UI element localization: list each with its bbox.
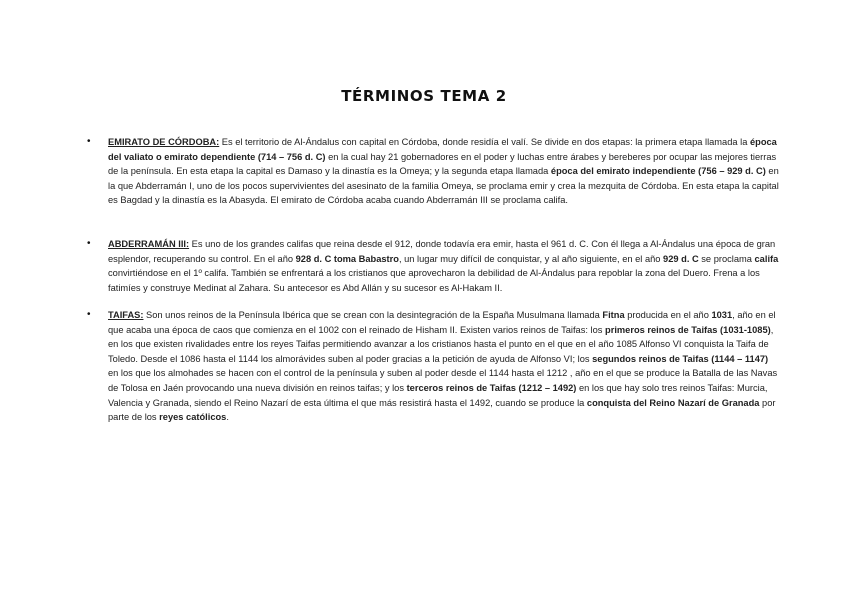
text-run: en los que los almohades se hacen con el control de la península y suben al poder desde el 1144 hasta el 1212 , año en el que se produce la Batalla de las Navas de Tolosa en Jaén provocando una nueva división en reinos taifas; y los [108,368,778,393]
bold-phrase: terceros reinos de Taifas (1212 – 1492) [406,382,577,393]
term-heading: TAIFAS: [108,310,144,320]
text-run: , un lugar muy difícil de conquistar, y al año siguiente, en el año [398,253,664,264]
text-run: se proclama [698,253,755,264]
bold-phrase: segundos reinos de Taifas (1144 – 1147) [592,353,769,364]
bold-phrase: primeros reinos de Taifas (1031-1085) [605,324,771,335]
text-run: en los que hay solo tres reinos Taifas: Murcia, Valencia y Granada, siendo el Reino Nazarí de esta última el que más resistirá hasta el 1492, cuando se produce la [108,382,768,408]
item-text [108,239,778,293]
term-heading: EMIRATO DE CÓRDOBA: [108,137,220,147]
text-run: convirtiéndose en el 1º califa. También se enfrentará a los cristianos que aprovecharon la debilidad de Al-Ándalus para repoblar la zona del Duero. Frena a los fatimíes y construye Medinat al Zahara. Su antecesor es Abd Allán y su sucesor es Al-Hakam II. [108,268,760,293]
bullet-icon: • [87,238,91,249]
text-run: Es el territorio de Al-Ándalus con capital en Córdoba, donde residía el valí. Se divide en dos etapas: la primera etapa llamada la [219,137,750,147]
term-heading: ABDERRAMÁN III: [108,239,190,249]
text-run: en la cual hay 21 gobernadores en el poder y luchas entre árabes y bereberes por ocupar las mejores tierras de la península. En esta etapa la capital es Damaso y la dinastía es la Omeya; y la segunda etapa llamada [108,151,777,177]
text-run: en la que Abderramán I, uno de los pocos supervivientes del asesinato de la familia Omeya, se proclama emir y crea la mezquita de Córdoba. En esta etapa la capital es Bagdad y la dinastía es la Abasyda. El emirato de Córdoba acaba cuando Abderramán III se proclama califa. [108,166,779,206]
bold-phrase: 929 d. C [663,253,699,264]
list-item-abderraman [87,237,780,295]
bold-phrase: 1031 [711,310,733,320]
bold-phrase: 928 d. C toma Babastro [295,253,399,264]
item-text [108,310,777,422]
bold-phrase: reyes católicos [159,412,227,423]
bold-phrase: conquista del Reino Nazarí de Granada [586,397,760,408]
text-run: Es uno de los grandes califas que reina desde el 912, donde todavía era emir, hasta el 961 d. C. Con él llega a Al-Ándalus una época de gran esplendor, recuperando su control. En el año [108,239,776,264]
bold-phrase: Fitna [602,310,625,320]
text-run: . [226,412,229,423]
list-item-taifas [87,308,780,425]
text-run: , año en el que acaba una época de caos que comienza en el 1002 con el reinado de Hisham II. Existen varios reinos de Taifas: los [108,310,776,335]
text-run: producida en el año [624,310,712,320]
text-run: , en los que existen rivalidades entre los reyes Taifas permitiendo avanzar a los cristianos hasta el punto en el que en el año 1085 Alfonso VI conquista la Taifa de Toledo. Desde el 1086 hasta el 1144 los almorávides suben al poder gracias a la petición de ayuda de Alfonso VI; los [108,324,774,364]
text-run: por parte de los [108,397,776,423]
item-text [108,137,779,205]
list-item-emirato [87,135,780,208]
bullet-icon: • [87,136,91,147]
bold-phrase: época del emirato independiente (756 – 929 d. C) [550,166,766,177]
bold-phrase: época del valiato o emirato dependiente (714 – 756 d. C) [108,137,777,162]
bullet-icon: • [87,309,91,320]
page-title: TÉRMINOS TEMA 2 [341,87,507,105]
bold-phrase: califa [754,253,779,264]
text-run: Son unos reinos de la Península Ibérica que se crean con la desintegración de la España Musulmana llamada [143,310,603,320]
